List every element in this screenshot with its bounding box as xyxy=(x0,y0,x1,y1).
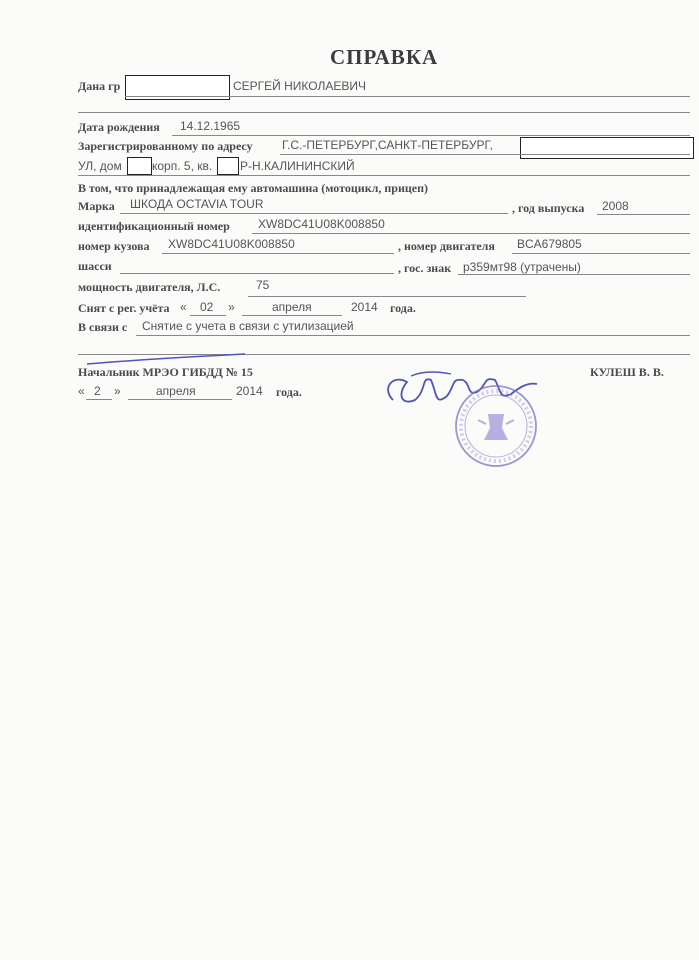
make-value: ШКОДА OCTAVIA TOUR xyxy=(130,197,264,211)
reason-value: Снятие с учета в связи с утилизацией xyxy=(142,319,354,333)
vin-label: идентификационный номер xyxy=(78,219,230,233)
sign-open-quote: « xyxy=(78,384,85,398)
dereg-month: апреля xyxy=(272,300,312,314)
issued-label: Дана гр xyxy=(78,79,121,93)
document-title: СПРАВКА xyxy=(330,45,439,69)
address-label: Зарегистрированному по адресу xyxy=(78,139,253,153)
vin-underline xyxy=(252,233,690,234)
dereg-day: 02 xyxy=(200,300,214,314)
plate-underline xyxy=(458,274,690,275)
dereg-month-underline xyxy=(242,315,342,316)
redacted-street xyxy=(520,137,694,159)
address-underline xyxy=(280,154,690,155)
year-label: , год выпуска xyxy=(512,201,585,215)
sign-year: 2014 xyxy=(236,384,263,398)
engine-underline xyxy=(512,253,690,254)
power-value: 75 xyxy=(256,278,270,292)
sign-close-quote: » xyxy=(114,384,121,398)
power-label: мощность двигателя, Л.С. xyxy=(78,280,221,294)
make-label: Марка xyxy=(78,199,115,213)
plate-value: р359мт98 (утрачены) xyxy=(463,260,581,274)
body-underline xyxy=(162,253,394,254)
redacted-flat xyxy=(217,157,239,175)
signatory-name: КУЛЕШ В. В. xyxy=(590,365,664,379)
make-underline xyxy=(120,213,508,214)
engine-label: , номер двигателя xyxy=(398,239,495,253)
address-street-label: УЛ, дом xyxy=(78,159,122,173)
birth-date: 14.12.1965 xyxy=(180,119,241,133)
dereg-close-quote: » xyxy=(228,300,235,314)
reason-label: В связи с xyxy=(78,320,128,334)
year-underline xyxy=(597,214,690,215)
sign-day: 2 xyxy=(94,384,101,398)
engine-value: BCA679805 xyxy=(517,237,582,251)
address-city: Г.С.-ПЕТЕРБУРГ,САНКТ-ПЕТЕРБУРГ, xyxy=(282,138,493,152)
official-stamp xyxy=(448,380,548,470)
year-value: 2008 xyxy=(602,199,629,213)
statement-text: В том, что принадлежащая ему автомашина (мотоцикл, прицеп) xyxy=(78,181,429,195)
body-label: номер кузова xyxy=(78,239,150,253)
signatory-position: Начальник МРЭО ГИБДД № 15 xyxy=(78,365,253,379)
chassis-underline xyxy=(120,273,394,274)
issued-underline xyxy=(125,96,690,97)
address-korp: корп. 5, кв. xyxy=(152,159,213,173)
birth-label: Дата рождения xyxy=(78,120,160,134)
redacted-house xyxy=(127,157,152,175)
plate-label: , гос. знак xyxy=(398,261,452,275)
dereg-open-quote: « xyxy=(180,300,187,314)
blank-line xyxy=(78,112,690,113)
sign-month: апреля xyxy=(156,384,196,398)
dereg-year-suffix: года. xyxy=(390,301,416,315)
chassis-label: шасси xyxy=(78,259,112,273)
dereg-year: 2014 xyxy=(351,300,378,314)
deregistered-label: Снят с рег. учёта xyxy=(78,301,170,315)
address-line2-underline xyxy=(78,175,690,176)
reason-underline xyxy=(136,335,690,336)
sign-year-suffix: года. xyxy=(276,385,302,399)
vin-value: XW8DC41U08K008850 xyxy=(258,217,385,231)
address-district: Р-Н.КАЛИНИНСКИЙ xyxy=(240,159,355,173)
birth-underline xyxy=(172,135,690,136)
body-value: XW8DC41U08K008850 xyxy=(168,237,295,251)
dereg-day-underline xyxy=(190,315,226,316)
issued-name: СЕРГЕЙ НИКОЛАЕВИЧ xyxy=(233,79,366,93)
power-underline xyxy=(248,296,526,297)
